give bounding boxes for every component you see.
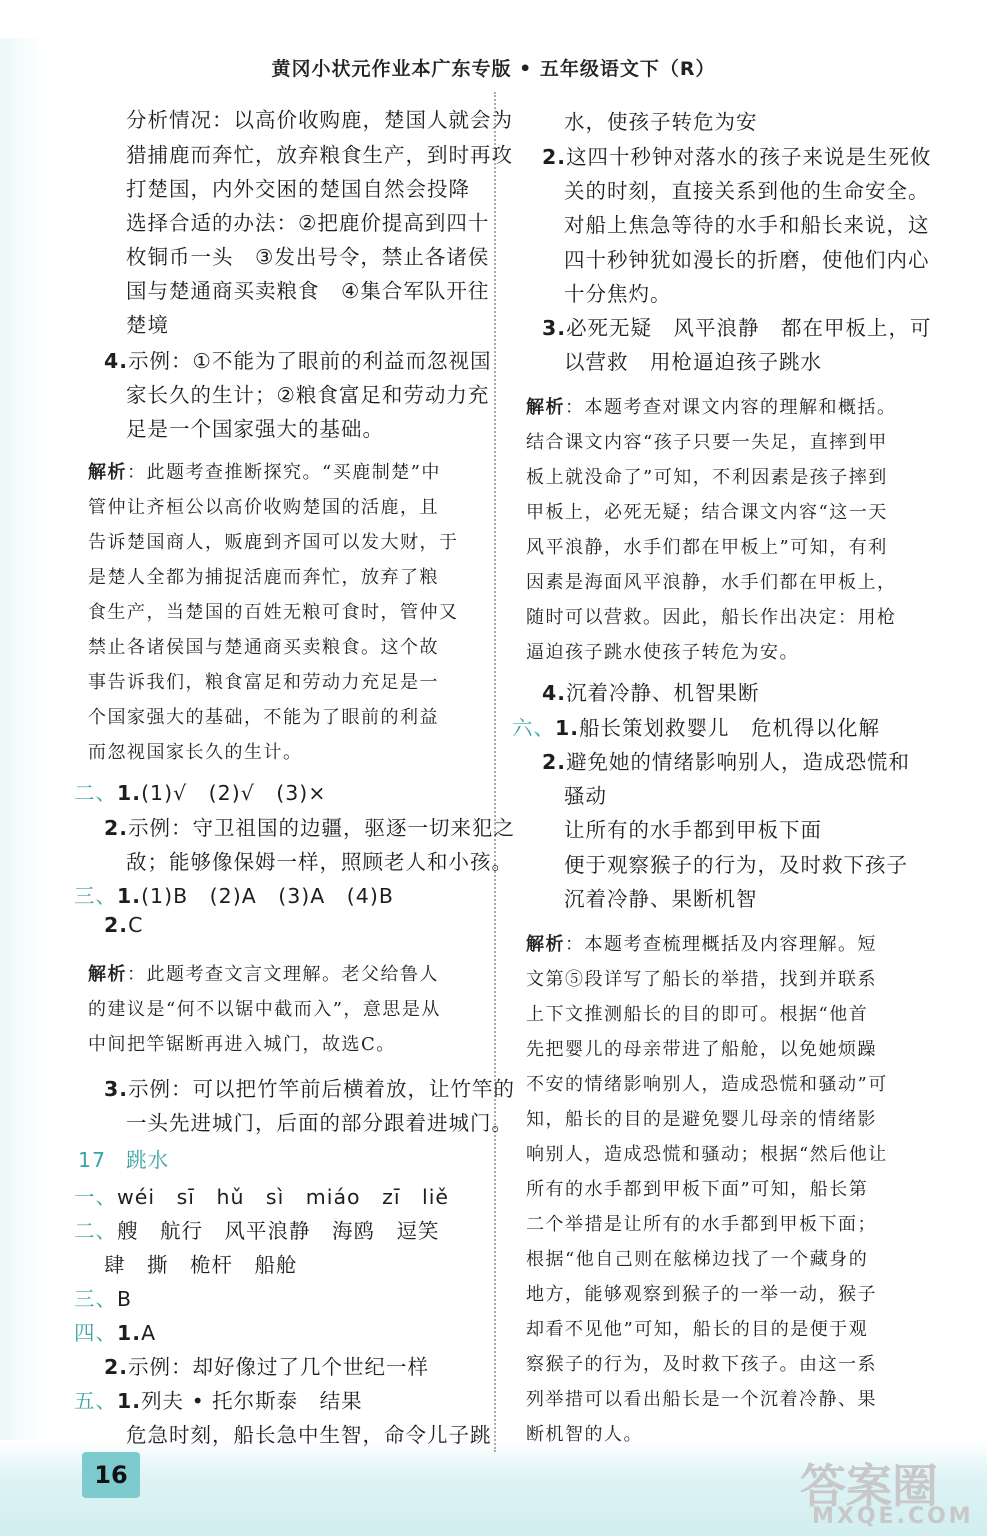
page-number: 16 [82, 1452, 140, 1498]
analysis-line: 中间把竿锯断再进入城门，故选C。 [88, 1034, 396, 1055]
item-text: (1)√ (2)√ (3)× [141, 781, 327, 805]
answer-item [74, 1180, 449, 1210]
answer-item [542, 676, 760, 706]
left-margin-band [0, 38, 44, 1498]
answer-item [104, 1072, 515, 1102]
item-text: 必死无疑 风平浪静 都在甲板上，可 [566, 316, 932, 340]
answer-item [104, 913, 143, 937]
analysis-line: 却看不见他”可知，船长的目的是便于观 [526, 1319, 869, 1340]
analysis-line: 告诉楚国商人，贩鹿到齐国可以发大财，于 [88, 532, 459, 553]
item-number: 4. [542, 681, 567, 705]
analysis-line: 所有的水手都到甲板下面”可知，船长第 [526, 1179, 869, 1200]
analysis-line: 根据“他自己则在舷梯边找了一个藏身的 [526, 1249, 869, 1270]
analysis-line: 是楚人全都为捕捉活鹿而奔忙，放弃了粮 [88, 567, 439, 588]
item-number: 2. [104, 913, 129, 937]
analysis-line: 管仲让齐桓公以高价收购楚国的活鹿，且 [88, 497, 439, 518]
item-text: B [117, 1287, 133, 1311]
analysis-line: 逼迫孩子跳水使孩子转危为安。 [526, 642, 799, 663]
analysis-line: 甲板上，必死无疑；结合课文内容“这一天 [526, 502, 888, 523]
text-line: 选择合适的办法：②把鹿价提高到四十 [126, 211, 490, 235]
watermark-logo [800, 1450, 974, 1530]
answer-item [74, 879, 394, 909]
section-mark: 五、 [74, 1389, 117, 1413]
text-line: 足是一个国家强大的基础。 [126, 417, 384, 441]
item-text: 示例：却好像过了几个世纪一样 [128, 1355, 430, 1379]
text-line: 沉着冷静、果断机智 [564, 887, 758, 911]
text-line: 以营救 用枪逼迫孩子跳水 [564, 350, 822, 374]
analysis-line: 响别人，造成恐慌和骚动；根据“然后他让 [526, 1144, 888, 1165]
watermark-text: 答案圈 [800, 1459, 938, 1513]
analysis-label: 解析 [88, 462, 127, 483]
item-number: 1. [117, 1389, 142, 1413]
answer-item [542, 745, 910, 775]
item-text: A [141, 1321, 157, 1345]
section-mark: 一、 [74, 1185, 117, 1209]
text-line: 水，使孩子转危为安 [564, 110, 758, 134]
analysis-line: 不安的情绪影响别人，造成恐慌和骚动”可 [526, 1074, 888, 1095]
answer-item [542, 311, 932, 341]
analysis-line: 二个举措是让所有的水手都到甲板下面； [526, 1214, 877, 1235]
item-number: 1. [555, 716, 580, 740]
item-number: 1. [117, 1321, 142, 1345]
section-mark: 三、 [74, 1287, 117, 1311]
text-line: 危急时刻，船长急中生智，命令儿子跳 [126, 1423, 492, 1447]
analysis-line: 因素是海面风平浪静，水手们都在甲板上， [526, 572, 897, 593]
analysis-line: 而忽视国家长久的生计。 [88, 742, 303, 763]
analysis-line: 随时可以营救。因此，船长作出决定：用枪 [526, 607, 897, 628]
item-text: 避免她的情绪影响别人，造成恐慌和 [566, 750, 911, 774]
answer-item [74, 1214, 440, 1244]
analysis-line [526, 393, 897, 419]
section-mark: 六、 [512, 716, 555, 740]
item-number: 1. [117, 781, 142, 805]
item-number: 4. [104, 349, 129, 373]
section-mark: 四、 [74, 1321, 117, 1345]
text-line: 肆 撕 桅杆 船舱 [104, 1253, 298, 1277]
item-text: 船长策划救婴儿 危机得以化解 [579, 716, 881, 740]
analysis-line: 板上就没命了”可知，不利因素是孩子摔到 [526, 467, 888, 488]
answer-item [104, 344, 491, 374]
answer-item [74, 1384, 363, 1414]
item-text: 艘 航行 风平浪静 海鸥 逗笑 [117, 1219, 440, 1243]
text-line: 国与楚通商买卖粮食 ④集合军队开往 [126, 279, 490, 303]
analysis-text: ：此题考查推断探究。“买鹿制楚”中 [127, 462, 441, 483]
item-text: (1)B (2)A (3)A (4)B [141, 884, 394, 908]
analysis-line: 事告诉我们，粮食富足和劳动力充足是一 [88, 672, 439, 693]
analysis-line: 风平浪静，水手们都在甲板上”可知，有利 [526, 537, 888, 558]
text-line: 对船上焦急等待的水手和船长来说，这 [564, 213, 930, 237]
item-text: 示例：可以把竹竿前后横着放，让竹竿的 [128, 1077, 516, 1101]
text-line: 分析情况：以高价收购鹿，楚国人就会为 [126, 108, 513, 132]
analysis-line: 个国家强大的基础，不能为了眼前的利益 [88, 707, 439, 728]
analysis-line: 禁止各诸侯国与楚通商买卖粮食。这个故 [88, 637, 439, 658]
analysis-line [88, 458, 441, 484]
answer-item [104, 811, 515, 841]
section-mark: 二、 [74, 781, 117, 805]
item-text: 这四十秒钟对落水的孩子来说是生死攸 [566, 145, 932, 169]
page-header: 黄冈小状元作业本广东专版 • 五年级语文下（R） [271, 58, 716, 80]
answer-item [74, 1316, 156, 1346]
answer-item [74, 776, 326, 806]
lesson-title: 跳水 [126, 1148, 170, 1172]
item-text: 示例：守卫祖国的边疆，驱逐一切来犯之 [128, 816, 516, 840]
answer-item [74, 1282, 132, 1312]
analysis-line: 察猴子的行为，及时救下孩子。由这一系 [526, 1354, 877, 1375]
item-text: 列夫 • 托尔斯泰 结果 [141, 1389, 363, 1413]
answer-item [104, 1350, 429, 1380]
text-line: 十分焦灼。 [564, 282, 672, 306]
analysis-line: 知，船长的目的是避免婴儿母亲的情绪影 [526, 1109, 877, 1130]
text-line: 关的时刻，直接关系到他的生命安全。 [564, 179, 930, 203]
item-number: 2. [104, 1355, 129, 1379]
item-text: 沉着冷静、机智果断 [566, 681, 760, 705]
text-line: 便于观察猴子的行为，及时救下孩子 [564, 853, 908, 877]
analysis-text: ：本题考查对课文内容的理解和概括。 [565, 397, 897, 418]
item-text: 示例：①不能为了眼前的利益而忽视国 [128, 349, 492, 373]
item-number: 2. [542, 750, 567, 774]
answer-item [542, 140, 932, 170]
analysis-label: 解析 [88, 964, 127, 985]
text-line: 让所有的水手都到甲板下面 [564, 818, 822, 842]
item-number: 2. [104, 816, 129, 840]
analysis-line: 食生产，当楚国的百姓无粮可食时，管仲又 [88, 602, 459, 623]
analysis-line: 先把婴儿的母亲带进了船舱，以免她烦躁 [526, 1039, 877, 1060]
text-line: 四十秒钟犹如漫长的折磨，使他们内心 [564, 248, 930, 272]
text-line: 猎捕鹿而奔忙，放弃粮食生产，到时再攻 [126, 143, 513, 167]
item-text: C [128, 913, 144, 937]
text-line: 家长久的生计；②粮食富足和劳动力充 [126, 383, 490, 407]
item-number: 1. [117, 884, 142, 908]
analysis-line [88, 960, 439, 986]
text-line: 楚境 [126, 313, 169, 337]
analysis-line: 列举措可以看出船长是一个沉着冷静、果 [526, 1389, 877, 1410]
section-mark: 三、 [74, 884, 117, 908]
analysis-line: 上下文推测船长的目的即可。根据“他首 [526, 1004, 869, 1025]
lesson-heading [78, 1143, 169, 1173]
section-mark: 二、 [74, 1219, 117, 1243]
item-number: 3. [542, 316, 567, 340]
analysis-text: ：此题考查文言文理解。老父给鲁人 [127, 964, 439, 985]
watermark-url: MXQE.COM [812, 1504, 974, 1529]
analysis-line: 文第⑤段详写了船长的举措，找到并联系 [526, 969, 877, 990]
lesson-number: 17 [78, 1148, 107, 1172]
analysis-text: ：本题考查梳理概括及内容理解。短 [565, 934, 877, 955]
column-divider [494, 92, 496, 1452]
text-line: 一头先进城门，后面的部分跟着进城门。 [126, 1111, 513, 1135]
analysis-line: 地方，能够观察到猴子的一举一动，猴子 [526, 1284, 877, 1305]
analysis-line: 断机智的人。 [526, 1424, 643, 1445]
analysis-line: 结合课文内容“孩子只要一失足，直摔到甲 [526, 432, 888, 453]
analysis-line [526, 930, 877, 956]
analysis-line: 的建议是“何不以锯中截而入”，意思是从 [88, 999, 441, 1020]
analysis-label: 解析 [526, 397, 565, 418]
item-number: 3. [104, 1077, 129, 1101]
text-line: 骚动 [564, 784, 607, 808]
item-number: 2. [542, 145, 567, 169]
text-line: 打楚国，内外交困的楚国自然会投降 [126, 177, 470, 201]
answer-item [512, 711, 880, 741]
pinyin-answers: wéi sī hǔ sì miáo zī liě [117, 1185, 450, 1209]
analysis-label: 解析 [526, 934, 565, 955]
text-line: 枚铜币一头 ③发出号令，禁止各诸侯 [126, 245, 490, 269]
text-line: 敌；能够像保姆一样，照顾老人和小孩。 [126, 850, 513, 874]
